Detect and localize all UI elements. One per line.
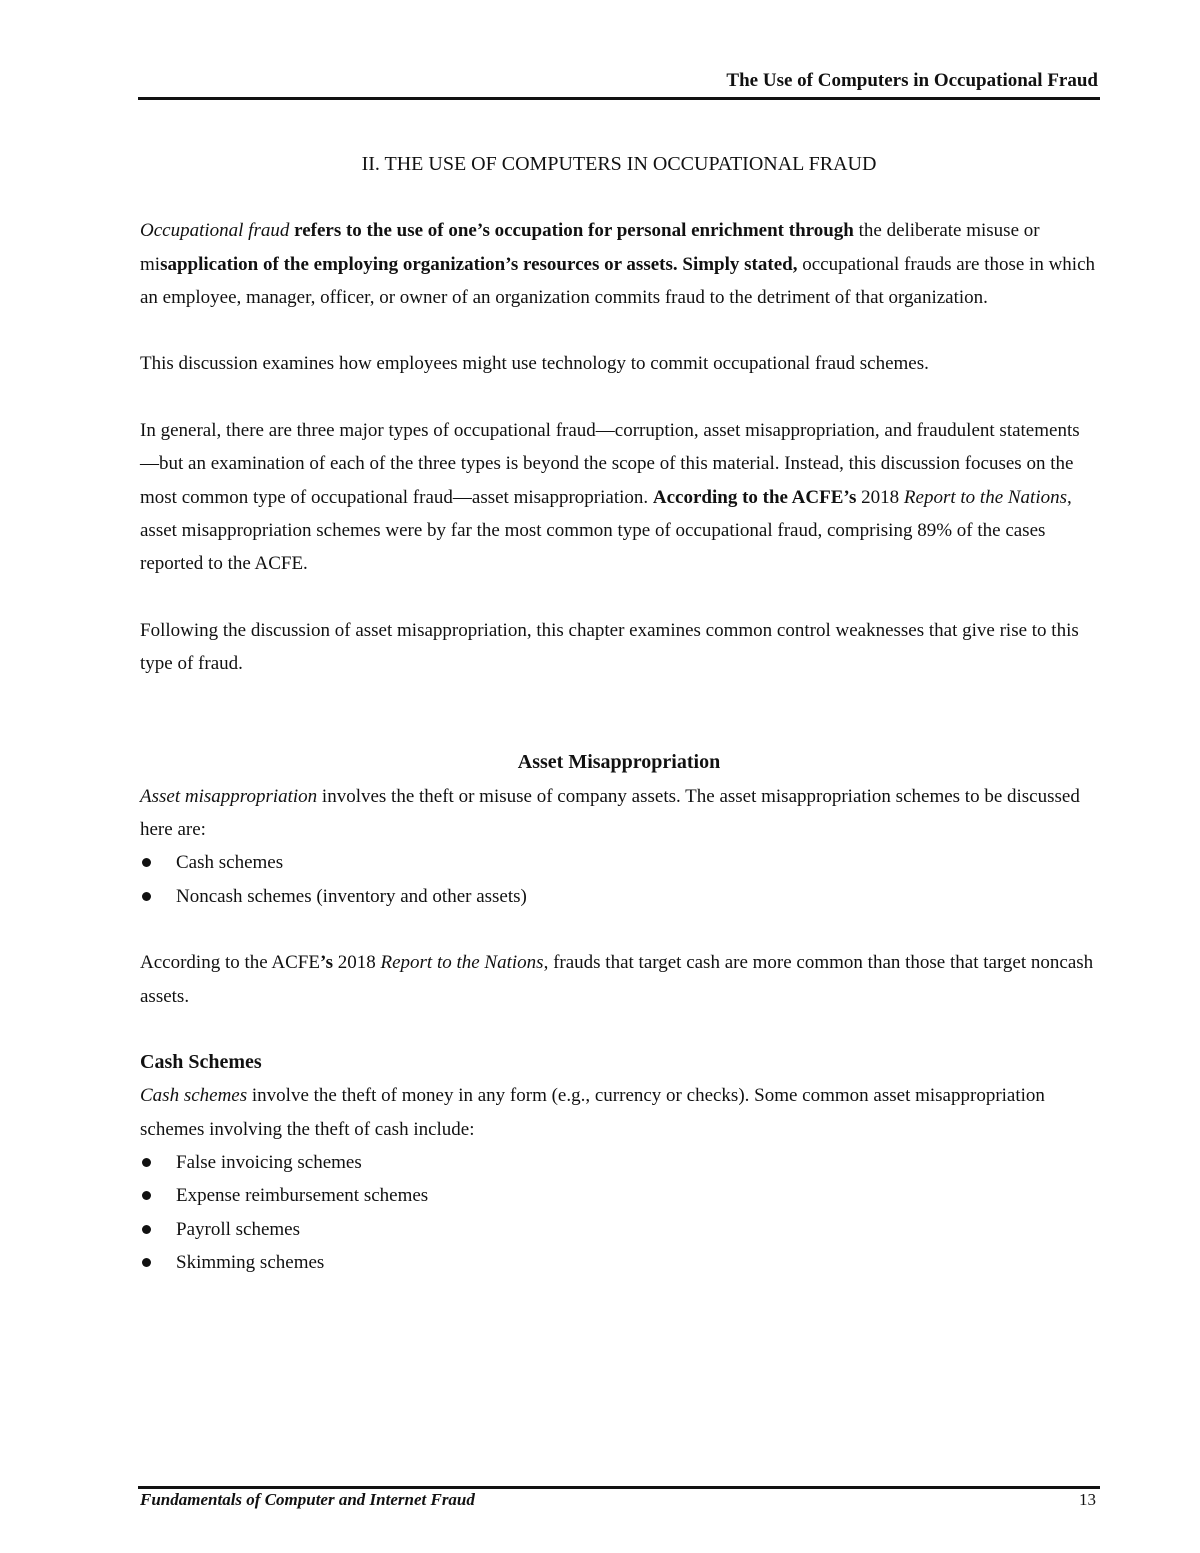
bullet-icon <box>142 1258 151 1267</box>
report-title: Report to the Nations <box>380 952 544 974</box>
bold-possessive: ’s <box>319 952 333 974</box>
bold-definition-1: refers to the use of one’s occupation for personal enrichment through <box>289 220 854 242</box>
paragraph-types-of-fraud <box>140 414 1098 580</box>
text-fragment: involves the theft or misuse of company assets. The asset misappropriation schemes to be discussed here are: <box>140 785 1080 841</box>
paragraph-cash-schemes <box>140 1079 1098 1146</box>
section-title-cash-schemes: Cash Schemes <box>140 1051 262 1074</box>
paragraph-discussion: This discussion examines how employees might use technology to commit occupational fraud schemes. <box>140 353 929 375</box>
running-header: The Use of Computers in Occupational Fraud <box>726 70 1098 91</box>
paragraph-asset-misappropriation <box>140 780 1098 847</box>
list-item: Expense reimbursement schemes <box>140 1179 1098 1212</box>
text-fragment: 2018 <box>332 952 381 974</box>
text-fragment: the deliberate misuse or mi <box>140 220 1040 275</box>
term-occupational-fraud: Occupational fraud <box>140 220 290 242</box>
bullet-icon <box>142 892 151 901</box>
bullet-icon <box>142 858 151 867</box>
text-fragment: , frauds that target cash are more common than those that target noncash assets. <box>140 952 1094 1007</box>
text-fragment: involve the theft of money in any form (e.g., currency or checks). Some common asset misappropriation schemes involving the theft of cash include: <box>140 1085 1045 1140</box>
footer-rule <box>138 1486 1100 1489</box>
list-item: Skimming schemes <box>140 1246 1098 1279</box>
bold-acfe: According to the ACFE’s <box>652 486 857 508</box>
term-asset-misappropriation: Asset misappropriation <box>140 785 318 807</box>
report-title: Report to the Nations <box>903 486 1067 508</box>
cash-bullet-list <box>140 1146 1098 1279</box>
text-fragment: occupational frauds are those in which an employee, manager, officer, or owner of an organization commits fraud to the detriment of that organization. <box>140 253 1096 308</box>
footer-book-title: Fundamentals of Computer and Internet Fraud <box>140 1490 475 1509</box>
list-item: Cash schemes <box>140 846 1098 879</box>
text-fragment: , asset misappropriation schemes were by far the most common type of occupational fraud, comprising 89% of the cases reported to the ACFE. <box>140 486 1072 575</box>
term-cash-schemes: Cash schemes <box>140 1085 248 1107</box>
text-fragment: In general, there are three major types of occupational fraud—corruption, asset misappropriation, and fraudulent statements—but an examination of each of the three types is beyond the scope of this material. Instead, this discussion focuses on the most common type of occupational fraud—asset misappropriation. <box>140 420 1080 508</box>
list-item: False invoicing schemes <box>140 1146 1098 1179</box>
paragraph-following: Following the discussion of asset misappropriation, this chapter examines common control weaknesses that give rise to this type of fraud. <box>140 619 1079 675</box>
text-fragment: 2018 <box>856 486 904 508</box>
paragraph-occupational-fraud <box>140 214 1098 314</box>
page-number: 13 <box>1079 1490 1096 1509</box>
section-title-asset-misappropriation: Asset Misappropriation <box>517 751 721 774</box>
bullet-icon <box>142 1158 151 1167</box>
list-item: Noncash schemes (inventory and other assets) <box>140 880 1098 913</box>
chapter-title: II. THE USE OF COMPUTERS IN OCCUPATIONAL FRAUD <box>361 153 877 175</box>
bold-definition-2: sapplication of the employing organization’s resources or assets. Simply stated, <box>160 253 798 275</box>
page-content <box>140 148 1098 1279</box>
asset-bullet-list <box>140 846 1098 913</box>
bullet-icon <box>142 1191 151 1200</box>
paragraph-cash-more-common <box>140 946 1098 1013</box>
bullet-icon <box>142 1225 151 1234</box>
header-rule <box>138 97 1100 100</box>
text-fragment: According to the ACFE <box>140 952 320 974</box>
list-item: Payroll schemes <box>140 1213 1098 1246</box>
